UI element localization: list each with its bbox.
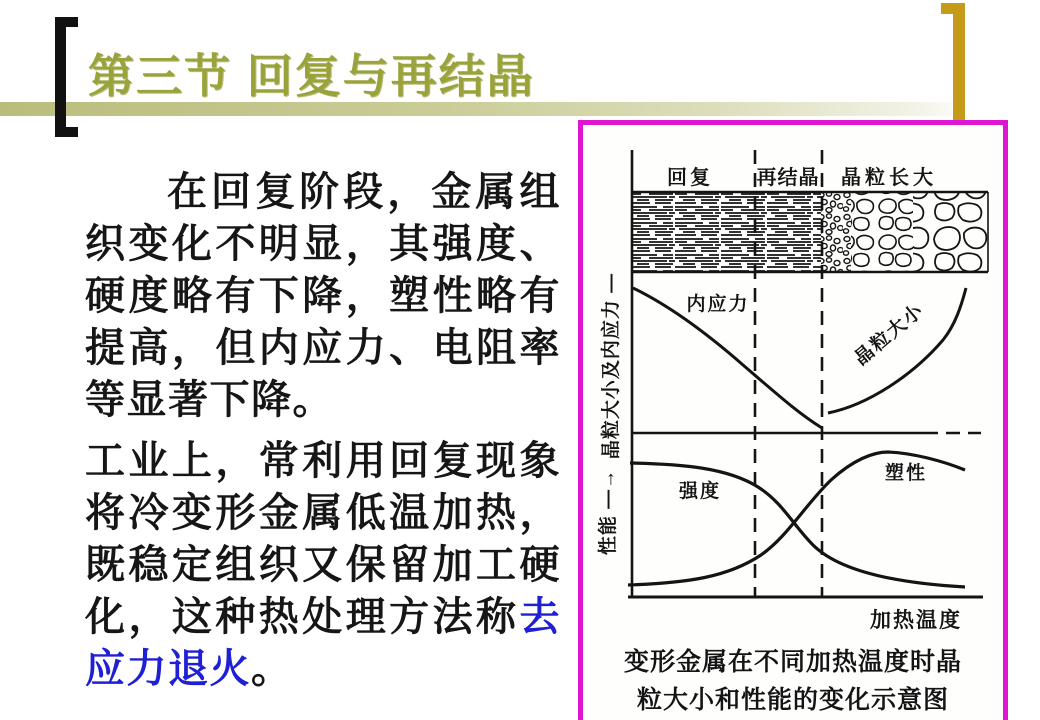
title-bracket-decoration: [55, 17, 78, 137]
figure-caption-line2: 粒大小和性能的变化示意图: [636, 686, 949, 714]
plasticity-label: 塑性: [884, 463, 928, 484]
x-axis-label: 加热温度: [870, 609, 962, 632]
stage-label-recovery: 回复: [667, 167, 713, 189]
strength-label: 强度: [678, 481, 722, 502]
stress-relief-annealing-term: 去应力退火: [85, 595, 561, 691]
figure-caption-line1: 变形金属在不同加热温度时晶: [623, 648, 962, 676]
paragraph-industry-text: 工业上，常利用回复现象将冷变形金属低温加热，既稳定组织又保留加工硬化，这种热处理方法称: [85, 439, 561, 639]
figure-caption: [583, 643, 1003, 719]
y-axis-top-label: 晶粒大小及内应力 —: [601, 272, 622, 460]
page-title: 第三节 回复与再结晶: [88, 50, 535, 102]
stage-label-grain-growth: 晶粒长大: [841, 167, 937, 189]
figure-chart-svg: [583, 125, 1003, 637]
stage-label-recrystallization: 再结晶: [756, 167, 820, 189]
paragraph-recovery: [85, 166, 561, 426]
microstructure-strip: [633, 192, 988, 272]
figure-panel: [578, 120, 1008, 720]
paragraph-industry-period: 。: [251, 647, 293, 691]
grain-size-curve: [828, 288, 966, 413]
body-text-block: [85, 166, 561, 695]
paragraph-recovery-text: 在回复阶段，金属组织变化不明显，其强度、硬度略有下降，塑性略有提高，但内应力、电阻率等显著下降。: [85, 170, 561, 422]
paragraph-industry: [85, 435, 561, 695]
corner-bar-decoration: [941, 3, 965, 120]
y-axis-bottom-label: 性能 —→: [598, 468, 619, 556]
internal-stress-label: 内应力: [686, 294, 750, 315]
grain-size-label: 晶粒大小: [850, 299, 929, 370]
